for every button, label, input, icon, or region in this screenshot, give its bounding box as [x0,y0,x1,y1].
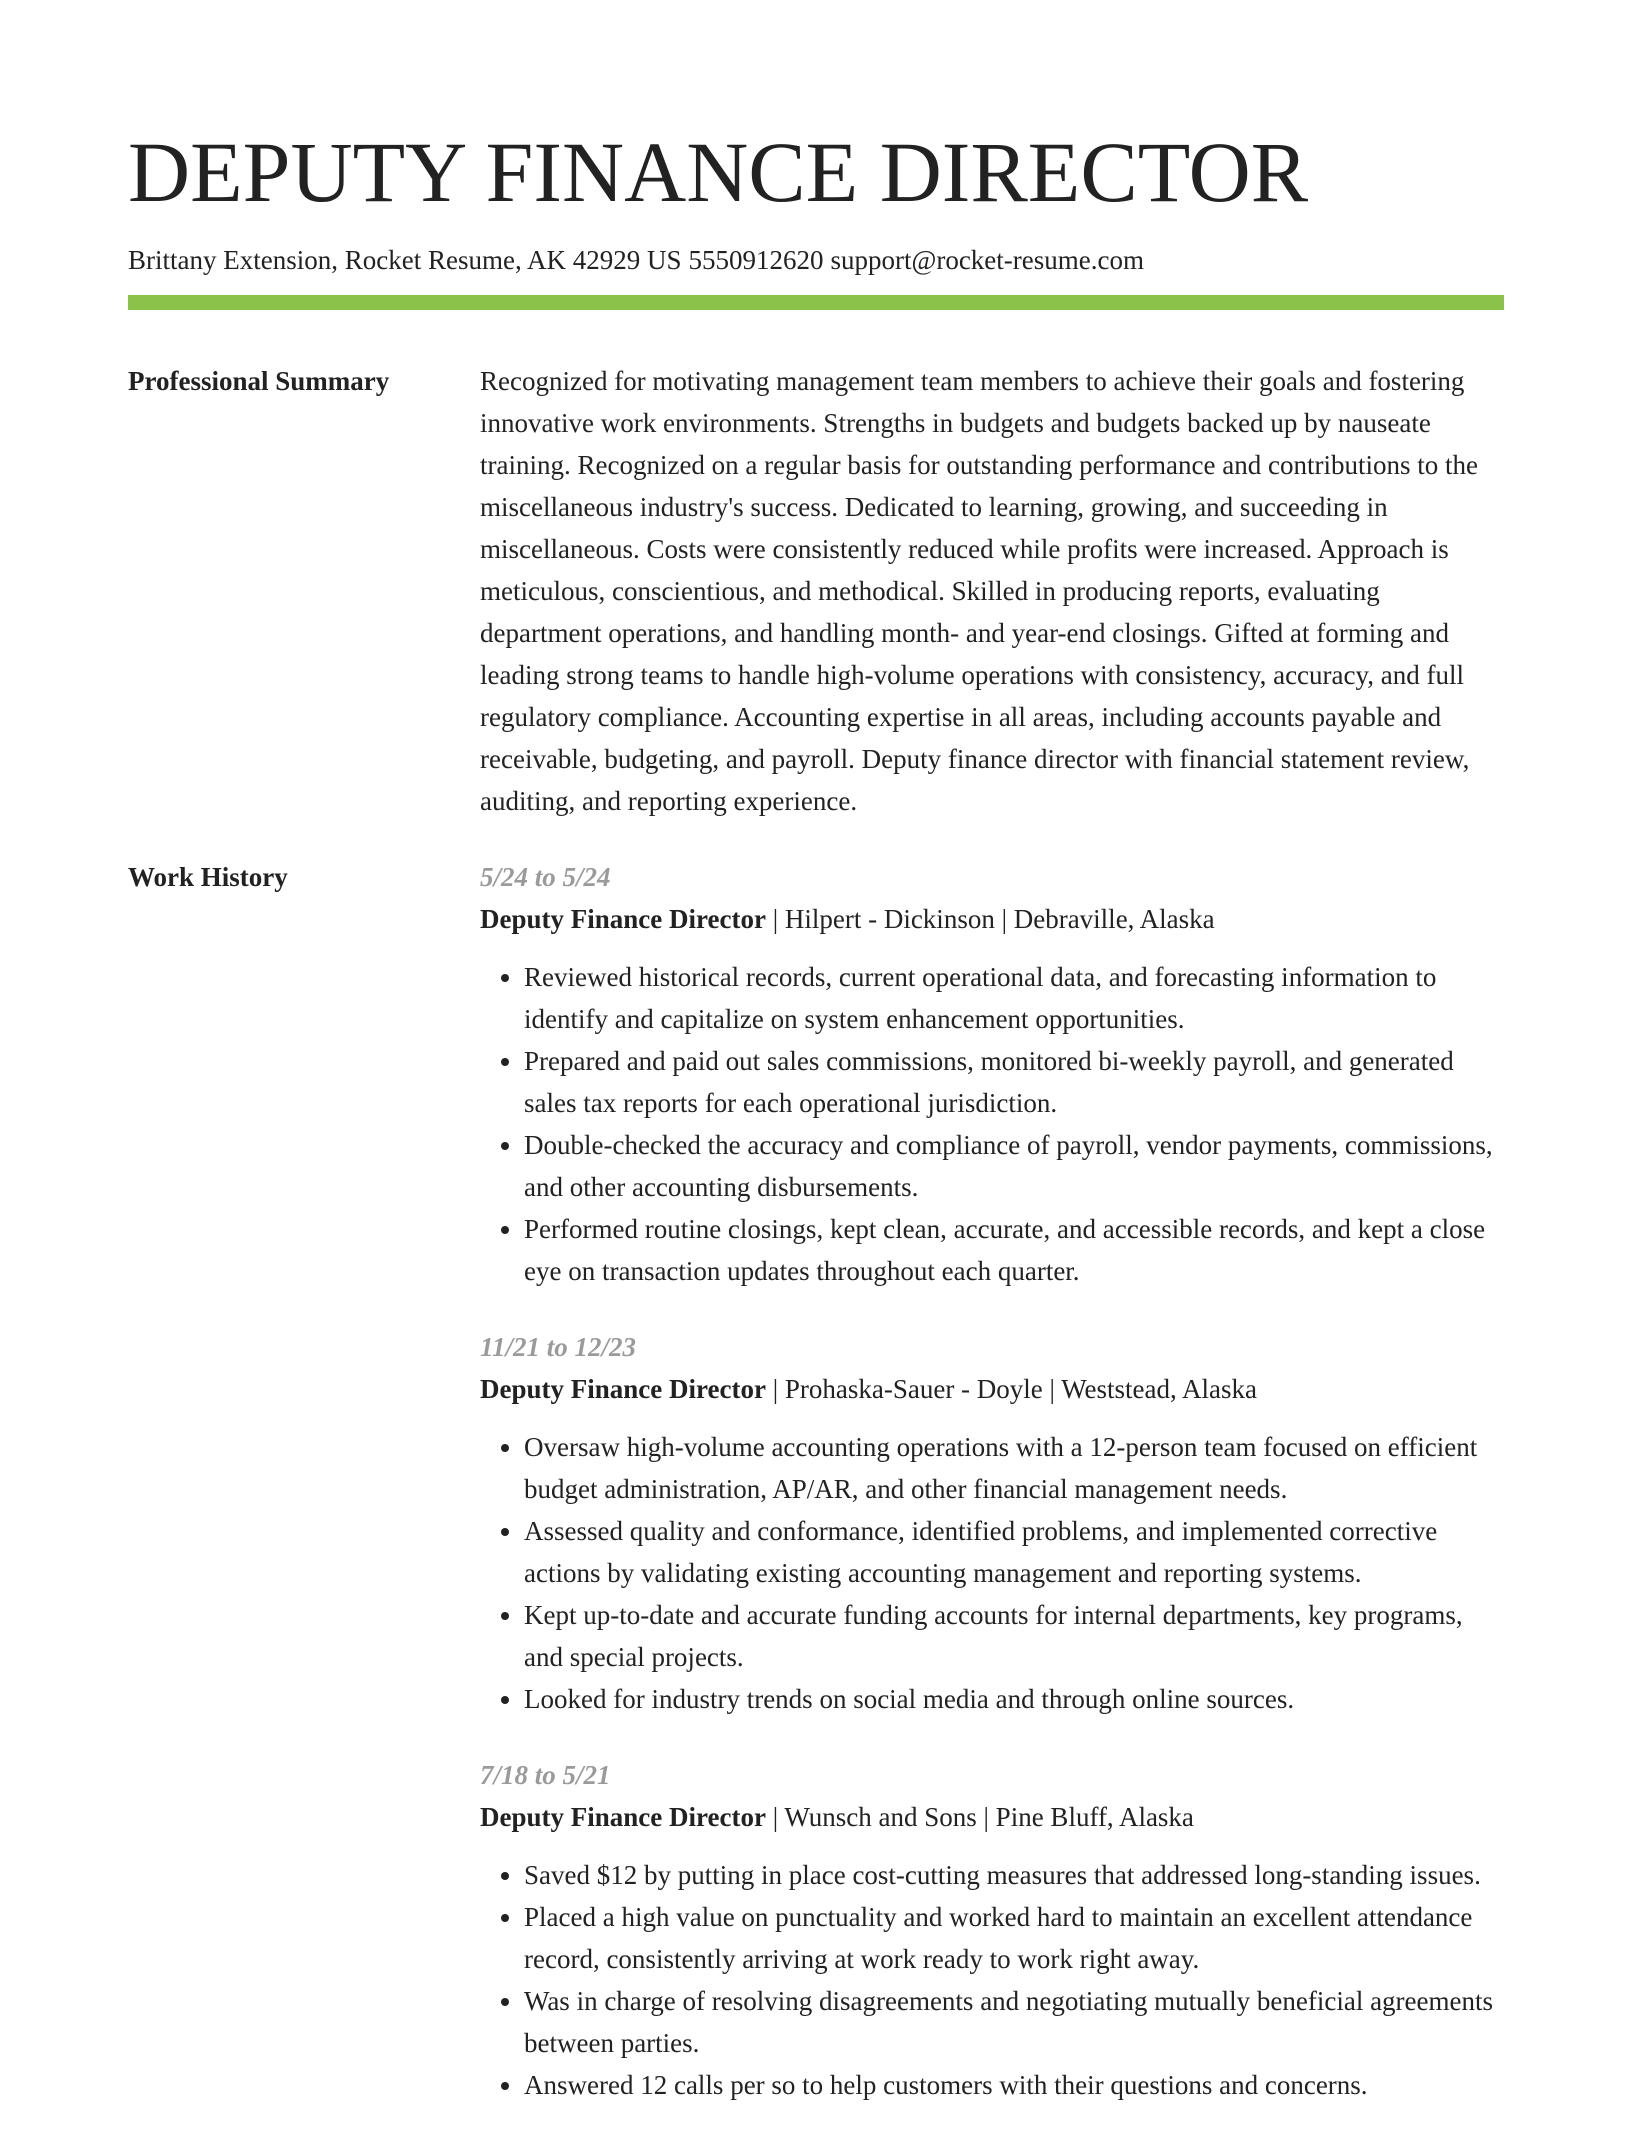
job-entry [480,1326,1504,1720]
section-label-summary: Professional Summary [128,366,390,396]
job-bullet: • Was in charge of resolving disagreements and negotiating mutually beneficial agreements between parties. [524,1980,1504,2064]
job-bullet: • Prepared and paid out sales commissions, monitored bi-weekly payroll, and generated sales tax reports for each operational jurisdiction. [524,1040,1504,1124]
job-heading [480,1796,1504,1838]
contact-email: support@rocket-resume.com [830,245,1144,275]
resume-title: DEPUTY FINANCE DIRECTOR [128,124,1309,220]
job-title: Deputy Finance Director [480,1374,766,1404]
job-title: Deputy Finance Director [480,1802,766,1832]
work-history-list [480,856,1504,2140]
job-bullets [480,956,1504,1292]
job-dates: 5/24 to 5/24 [480,862,611,892]
job-bullet: • Reviewed historical records, current operational data, and forecasting information to identify and capitalize on system enhancement opportunities. [524,956,1504,1040]
professional-summary-section [128,360,1504,822]
job-dates: 7/18 to 5/21 [480,1760,611,1790]
job-bullet: • Oversaw high-volume accounting operations with a 12-person team focused on efficient budget administration, AP/AR, and other financial management needs. [524,1426,1504,1510]
job-title: Deputy Finance Director [480,904,766,934]
section-label-work-history: Work History [128,862,288,892]
job-company-location: | Wunsch and Sons | Pine Bluff, Alaska [772,1802,1194,1832]
contact-phone: 5550912620 [688,245,824,275]
job-bullet: • Looked for industry trends on social media and through online sources. [524,1678,1504,1720]
job-heading [480,898,1504,940]
resume-page [128,0,1504,2140]
job-bullets [480,1854,1504,2106]
job-bullet: • Double-checked the accuracy and compliance of payroll, vendor payments, commissions, and other accounting disbursements. [524,1124,1504,1208]
contact-address: Brittany Extension, Rocket Resume, AK 42929 US [128,245,682,275]
job-dates: 11/21 to 12/23 [480,1332,637,1362]
job-company-location: | Hilpert - Dickinson | Debraville, Alaska [772,904,1215,934]
job-bullet: • Kept up-to-date and accurate funding accounts for internal departments, key programs, and special projects. [524,1594,1504,1678]
job-entry [480,1754,1504,2106]
job-bullet: • Saved $12 by putting in place cost-cutting measures that addressed long-standing issues. [524,1854,1504,1896]
summary-text: Recognized for motivating management team members to achieve their goals and fostering innovative work environments. Strengths in budgets and budgets backed up by nauseate training. Recognized on a regular basis for outstanding performance and contributions to the miscellaneous industry's success. Dedicated to learning, growing, and succeeding in miscellaneous. Costs were consistently reduced while profits were increased. Approach is meticulous, conscientious, and methodical. Skilled in producing reports, evaluating department operations, and handling month- and year-end closings. Gifted at forming and leading strong teams to handle high-volume operations with consistency, accuracy, and full regulatory compliance. Accounting expertise in all areas, including accounts payable and receivable, budgeting, and payroll. Deputy finance director with financial statement review, auditing, and reporting experience. [480,366,1478,816]
job-bullet: • Assessed quality and conformance, identified problems, and implemented corrective actions by validating existing accounting management and reporting systems. [524,1510,1504,1594]
job-bullets [480,1426,1504,1720]
job-entry [480,856,1504,1292]
work-history-section [128,856,1504,2140]
job-company-location: | Prohaska-Sauer - Doyle | Weststead, Alaska [772,1374,1257,1404]
job-bullet: • Placed a high value on punctuality and worked hard to maintain an excellent attendance record, consistently arriving at work ready to work right away. [524,1896,1504,1980]
header-divider [128,295,1504,310]
job-bullet: • Performed routine closings, kept clean, accurate, and accessible records, and kept a close eye on transaction updates throughout each quarter. [524,1208,1504,1292]
job-bullet: • Answered 12 calls per so to help customers with their questions and concerns. [524,2064,1504,2106]
contact-line [128,242,1504,278]
job-heading [480,1368,1504,1410]
